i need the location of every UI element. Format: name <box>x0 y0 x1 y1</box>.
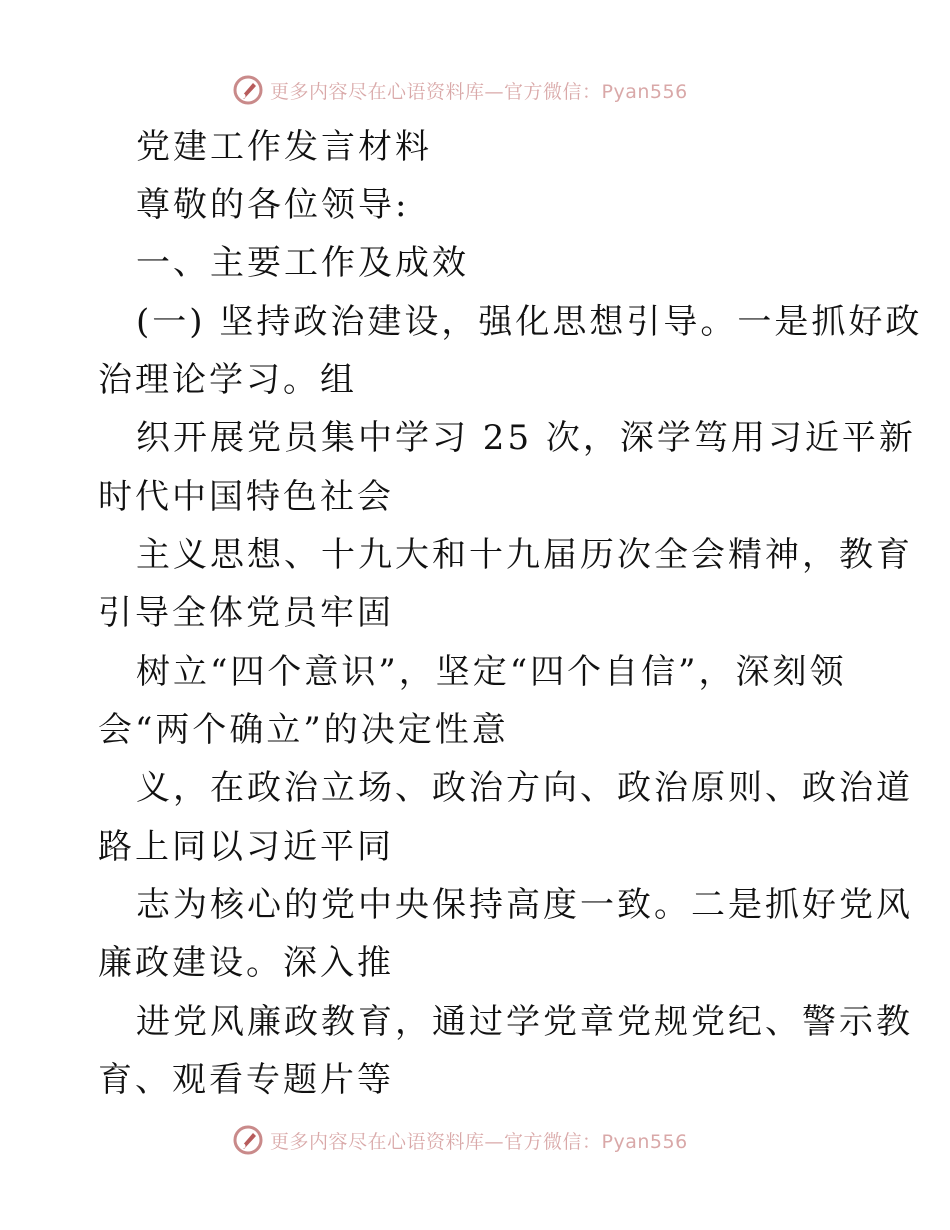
document-title: 党建工作发言材料 <box>136 127 432 167</box>
watermark-header <box>232 70 688 110</box>
paragraph-line: 治理论学习。组 <box>98 360 357 400</box>
section-heading: 一、主要工作及成效 <box>136 243 469 283</box>
watermark-dash: — <box>484 1130 505 1153</box>
paragraph-line: 主义思想、十九大和十九届历次全会精神，教育 <box>136 535 913 575</box>
watermark-text <box>270 77 688 104</box>
paragraph-line: 路上同以习近平同 <box>98 827 394 867</box>
watermark-wechat-id: Pyan556 <box>601 80 688 103</box>
watermark-wechat-label: 官方微信： <box>504 1130 602 1153</box>
pen-circle-logo-icon <box>232 1124 264 1156</box>
watermark-site: 更多内容尽在心语资料库 <box>270 80 485 103</box>
paragraph-line: (一) 坚持政治建设，强化思想引导。一是抓好政 <box>136 302 923 342</box>
watermark-dash: — <box>484 80 505 103</box>
watermark-wechat-label: 官方微信： <box>504 80 602 103</box>
paragraph-line: 引导全体党员牢固 <box>98 593 394 633</box>
watermark-wechat-id: Pyan556 <box>601 1130 688 1153</box>
paragraph-line: 廉政建设。深入推 <box>98 943 394 983</box>
paragraph-line: 时代中国特色社会 <box>98 477 394 517</box>
paragraph-line: 会“两个确立”的决定性意 <box>98 710 509 750</box>
paragraph-line: 志为核心的党中央保持高度一致。二是抓好党风 <box>136 885 913 925</box>
paragraph-line: 织开展党员集中学习 25 次，深学笃用习近平新 <box>136 418 916 458</box>
paragraph-line: 义，在政治立场、政治方向、政治原则、政治道 <box>136 768 913 808</box>
watermark-footer <box>232 1120 688 1160</box>
watermark-site: 更多内容尽在心语资料库 <box>270 1130 485 1153</box>
paragraph-line: 树立“四个意识”，坚定“四个自信”，深刻领 <box>136 652 847 692</box>
pen-circle-logo-icon <box>232 74 264 106</box>
watermark-text <box>270 1127 688 1154</box>
salutation: 尊敬的各位领导: <box>136 185 410 225</box>
paragraph-line: 进党风廉政教育，通过学党章党规党纪、警示教 <box>136 1002 913 1042</box>
paragraph-line: 育、观看专题片等 <box>98 1060 394 1100</box>
